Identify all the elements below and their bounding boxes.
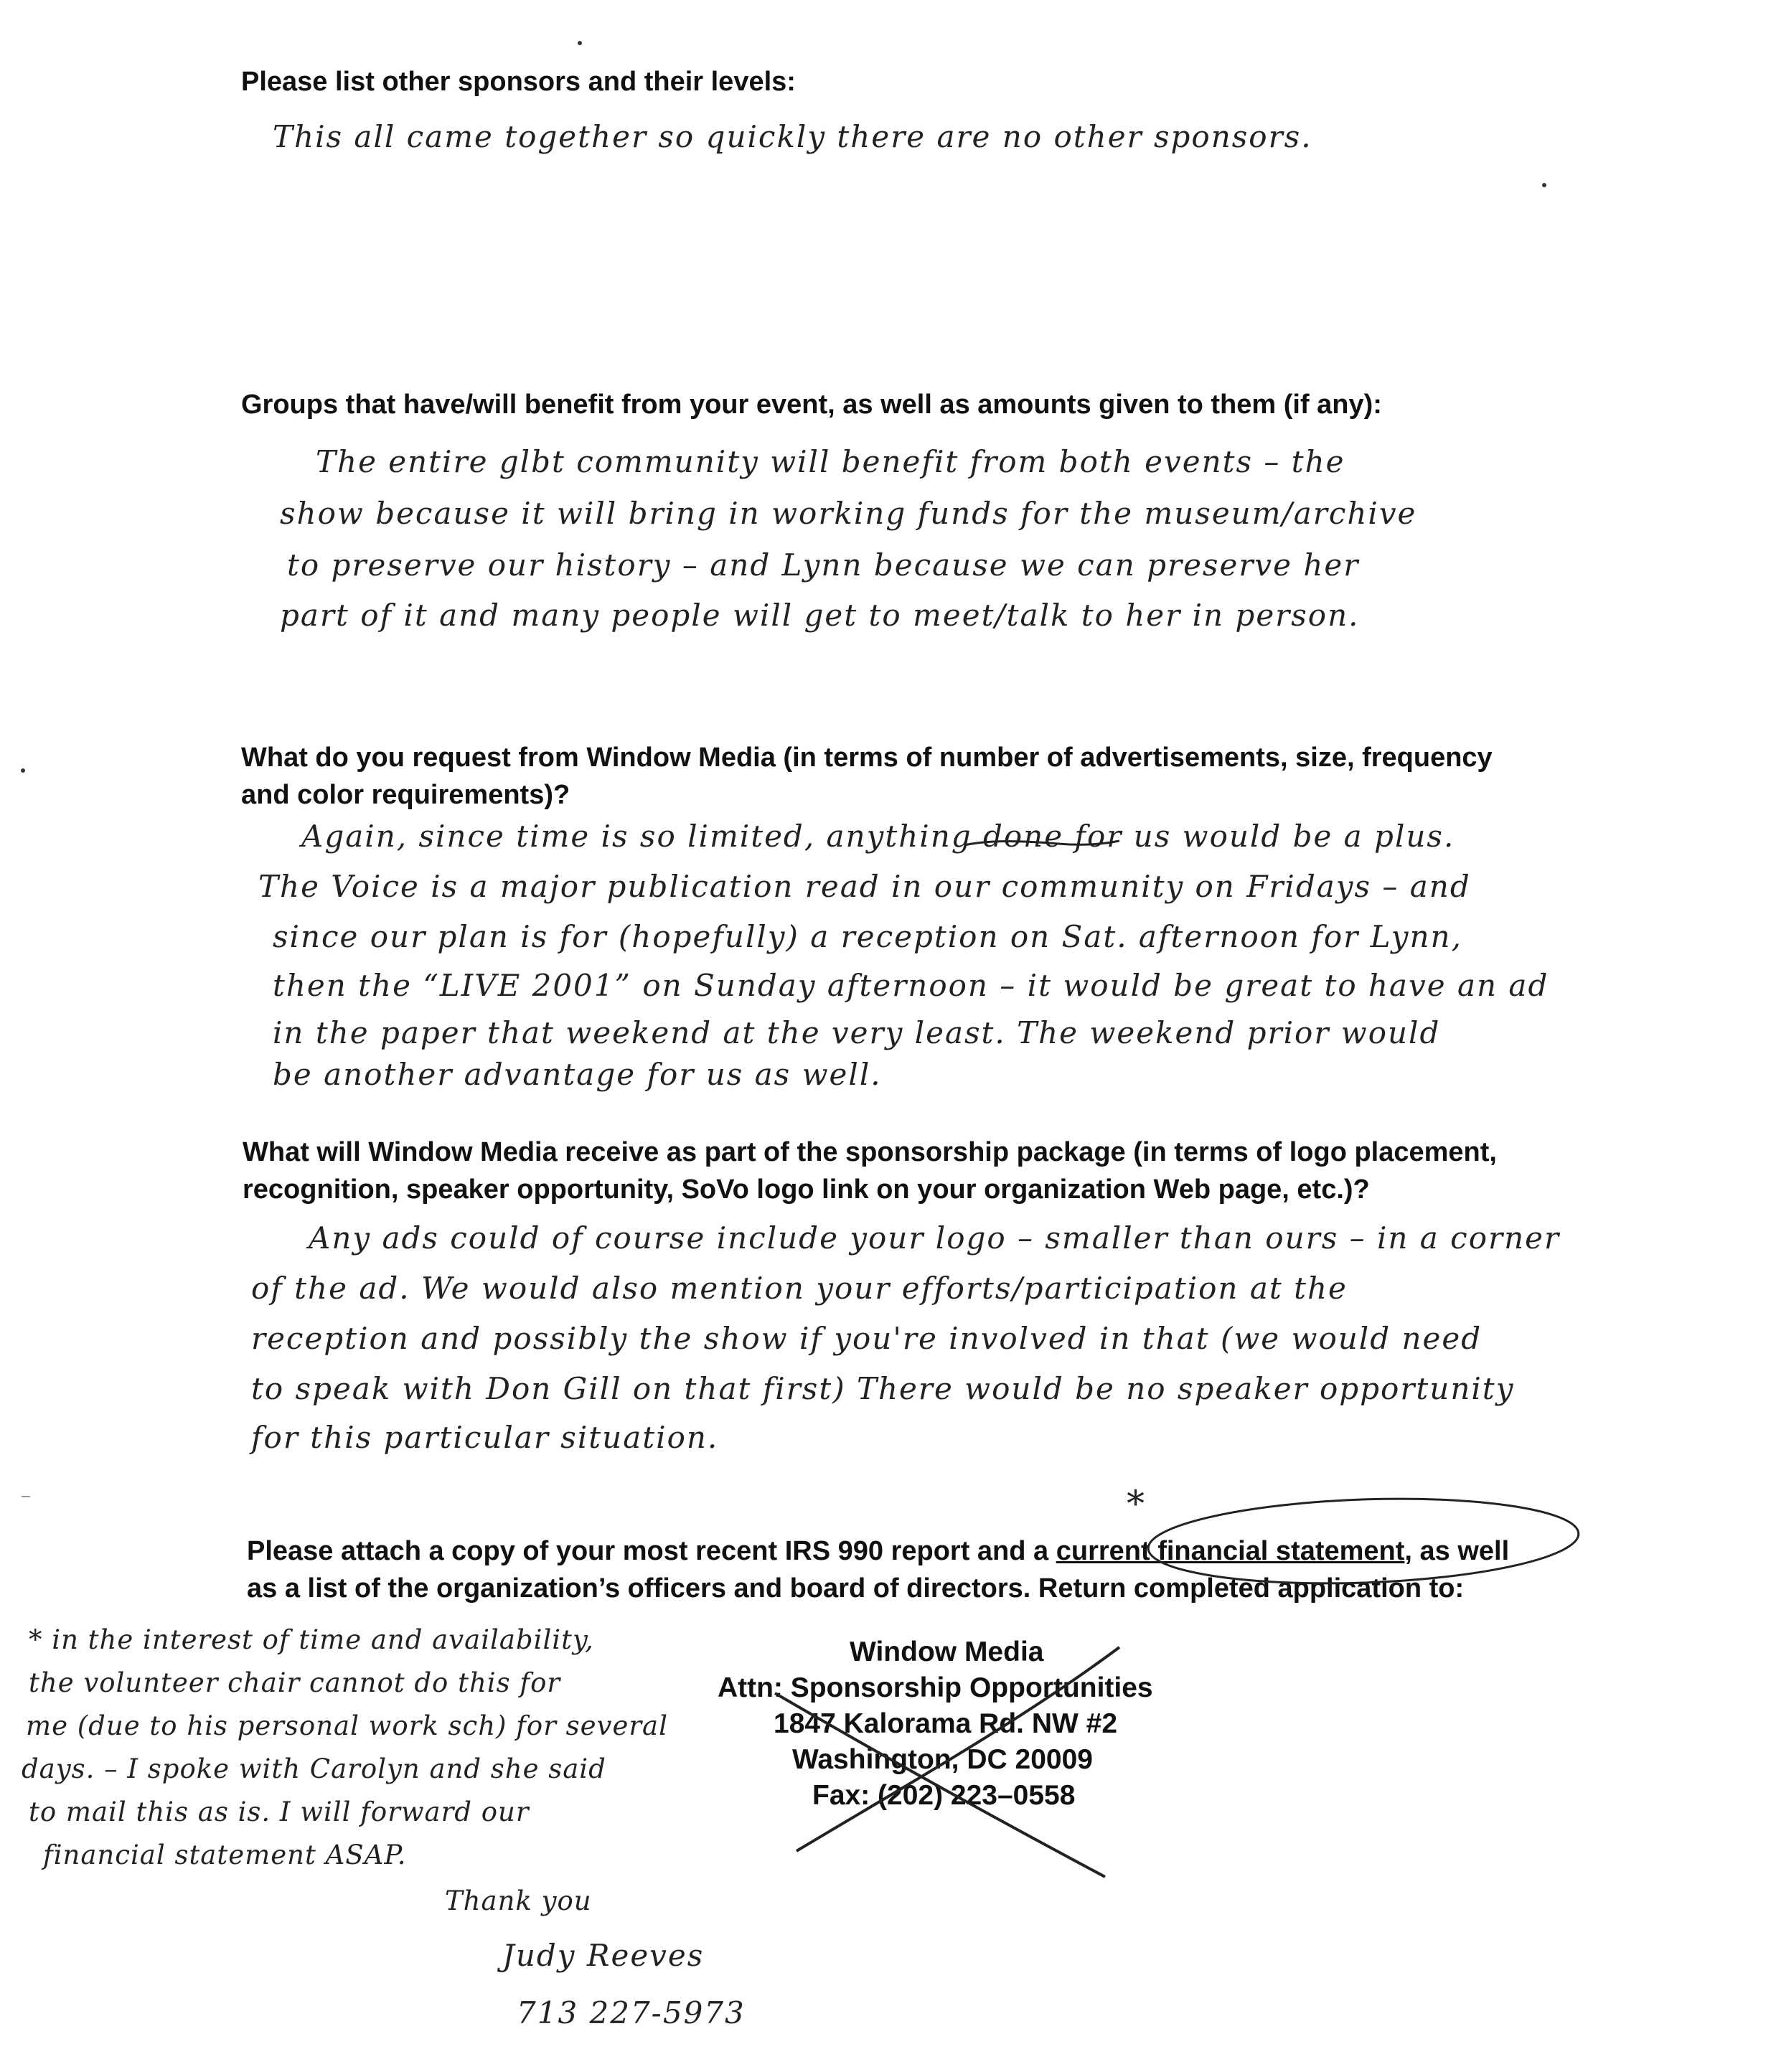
note-line: days. – I spoke with Carolyn and she said [22, 1753, 606, 1784]
question-receive: What will Window Media receive as part of the sponsorship package (in terms of logo placement, [243, 1137, 1497, 1167]
answer-request-line: The Voice is a major publication read in our community on Fridays – and [258, 869, 1471, 904]
note-line: * in the interest of time and availability, [29, 1624, 594, 1655]
answer-receive-line: to speak with Don Gill on that first) There would be no speaker opportunity [251, 1371, 1515, 1406]
attach-text-c: , as well [1404, 1536, 1510, 1566]
question-request: and color requirements)? [241, 780, 570, 810]
speck-mark [578, 41, 582, 45]
cross-out-stroke [797, 1647, 1119, 1851]
address-org: Window Media [850, 1637, 1044, 1667]
address-fax: Fax: (202) 223–0558 [812, 1780, 1076, 1811]
answer-groups-line: part of it and many people will get to meet/talk to her in person. [280, 598, 1360, 633]
answer-groups-line: The entire glbt community will benefit from both events – the [316, 444, 1345, 479]
note-line: the volunteer chair cannot do this for [29, 1667, 561, 1698]
answer-request-line: since our plan is for (hopefully) a reception on Sat. afternoon for Lynn, [273, 919, 1462, 954]
cross-out-stroke [775, 1693, 1105, 1877]
answer-receive-line: Any ads could of course include your logo – smaller than ours – in a corner [309, 1220, 1561, 1256]
answer-request-line: be another advantage for us as well. [273, 1057, 882, 1092]
phone-number: 713 227-5973 [517, 1995, 746, 2030]
answer-sponsors-line: This all came together so quickly there are no other sponsors. [273, 119, 1312, 154]
underline-mark [964, 841, 1119, 845]
answer-receive-line: of the ad. We would also mention your efforts/participation at the [251, 1271, 1348, 1306]
answer-receive-line: for this particular situation. [251, 1420, 719, 1455]
address-attn: Attn: Sponsorship Opportunities [718, 1672, 1153, 1703]
answer-request-line: in the paper that weekend at the very least. The weekend prior would [273, 1015, 1441, 1050]
address-city: Washington, DC 20009 [792, 1744, 1093, 1775]
note-asterisk: * [1127, 1483, 1146, 1525]
attach-text-a: Please attach a copy of your most recent IRS 990 report and a [247, 1536, 1056, 1566]
question-receive: recognition, speaker opportunity, SoVo logo link on your organization Web page, etc.)? [243, 1174, 1370, 1205]
address-street: 1847 Kalorama Rd. NW #2 [774, 1708, 1118, 1739]
answer-request-line: Again, since time is so limited, anything done for us would be a plus. [301, 819, 1455, 854]
answer-request-line: then the “LIVE 2001” on Sunday afternoon – it would be great to have an ad [273, 968, 1549, 1003]
note-thanks: Thank you [445, 1885, 592, 1916]
question-groups: Groups that have/will benefit from your event, as well as amounts given to them (if any): [241, 390, 1382, 420]
circle-mark [1147, 1492, 1580, 1591]
speck-mark [21, 768, 25, 773]
note-line: me (due to his personal work sch) for several [26, 1710, 668, 1741]
answer-groups-line: to preserve our history – and Lynn because we can preserve her [287, 547, 1360, 583]
signature: Judy Reeves [502, 1938, 705, 1973]
answer-groups-line: show because it will bring in working funds for the museum/archive [280, 496, 1417, 531]
attach-text-financial: current financial statement [1056, 1536, 1405, 1566]
question-request: What do you request from Window Media (in terms of number of advertisements, size, frequency [241, 743, 1493, 773]
note-line: to mail this as is. I will forward our [29, 1796, 530, 1827]
speck-mark [1542, 183, 1546, 187]
answer-receive-line: reception and possibly the show if you're involved in that (we would need [251, 1321, 1483, 1356]
question-sponsors: Please list other sponsors and their levels: [241, 67, 796, 97]
attach-instruction: as a list of the organization’s officers and board of directors. Return completed application to: [247, 1573, 1465, 1604]
note-line: financial statement ASAP. [43, 1840, 407, 1870]
